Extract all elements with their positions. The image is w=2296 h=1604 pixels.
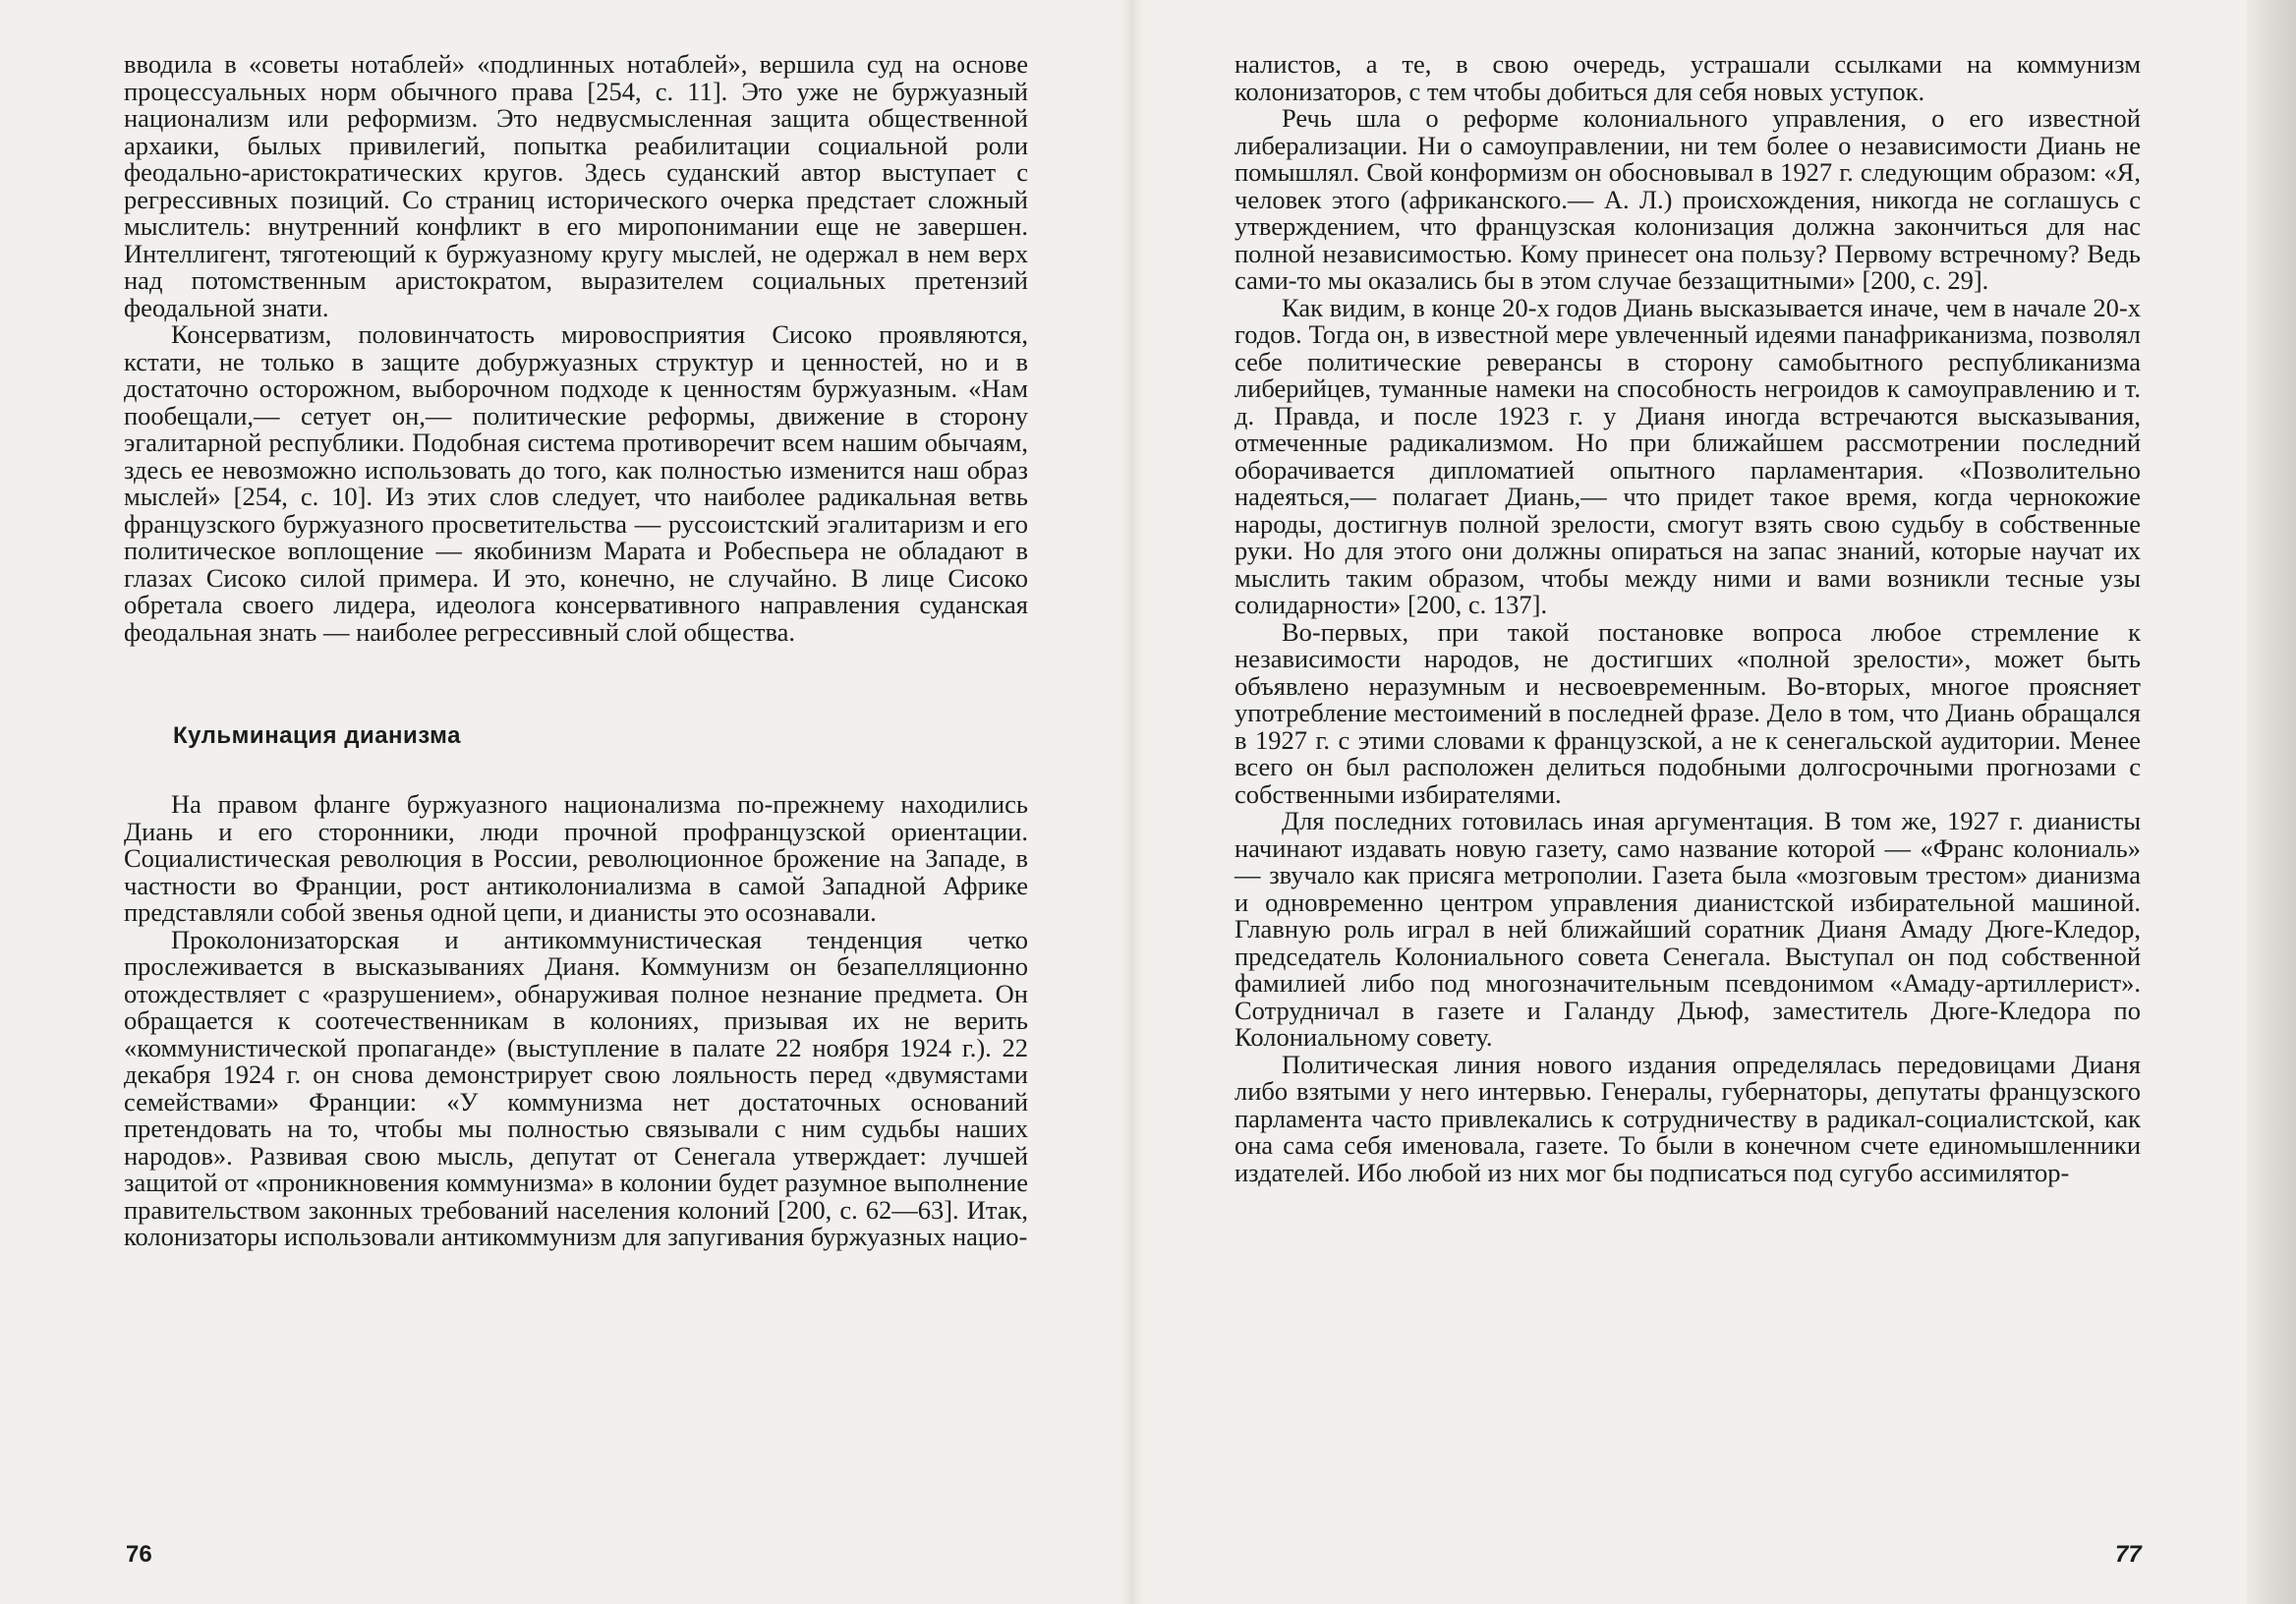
- book-gutter: [1120, 0, 1144, 1604]
- section-heading: Кульминация дианизма: [173, 722, 461, 749]
- left-paragraph-4: Проколонизаторская и антикоммунистическая тенденция четко прослеживается в высказываниях Дианя. Коммунизм он безапелляционно отождествляет с «разрушением», обнаруживая полное незнание предмета. Он обращается к соотечественникам в колониях, призывая их не верить «коммунистической пропаганде» (выступление в палате 22 ноября 1924 г.). 22 декабря 1924 г. он снова демонстрирует свою лояльность перед «двумястами семействами» Франции: «У коммунизма нет достаточных оснований претендовать на то, чтобы мы полностью связывали с ним судьбы наших народов». Развивая свою мысль, депутат от Сенегала утверждает: лучшей защитой от «проникновения коммунизма» в колонии будет разумное выполнение правительством законных требований населения колоний [200, с. 62—63]. Итак, колонизаторы использовали антикоммунизм для запугивания буржуазных нацио-: [124, 924, 1028, 1251]
- right-paragraph-5: Для последних готовилась иная аргументация. В том же, 1927 г. дианисты начинают издавать новую газету, само название которой — «Франс колониаль» — звучало как присяга метрополии. Газета была «мозговым трестом» дианизма и одновременно центром управления дианистской избирательной машиной. Главную роль играл в ней ближайший соратник Дианя Амаду Дюге-Кледор, председатель Колониального совета Сенегала. Выступал он под собственной фамилией либо под многозначительным псевдонимом «Амаду-артиллерист». Сотрудничал в газете и Галанду Дьюф, заместитель Дюге-Кледора по Колониальному совету.: [1234, 806, 2141, 1052]
- right-paragraph-4: Во-первых, при такой постановке вопроса любое стремление к независимости народов, не достигших «полной зрелости», может быть объявлено неразумным и несвоевременным. Во-вторых, многое проясняет употребление местоимений в последней фразе. Дело в том, что Диань обращался в 1927 г. с этими словами к французской, а не к сенегальской аудитории. Менее всего он был расположен делиться подобными долгосрочными прогнозами с собственными избирателями.: [1234, 616, 2141, 809]
- page-number-right: 77: [2115, 1541, 2142, 1568]
- left-page: [124, 51, 1028, 1251]
- right-page: [1234, 51, 2141, 1186]
- right-paragraph-6: Политическая линия нового издания определялась передовицами Дианя либо взятыми у него интервью. Генералы, губернаторы, депутаты французского парламента часто привлекались к сотрудничеству в радикал-социалистской, как она сама себя именовала, газете. То были в конечном счете единомышленники издателей. Ибо любой из них мог бы подписаться под сугубо ассимилятор-: [1234, 1049, 2141, 1187]
- left-paragraph-2: Консерватизм, половинчатость мировосприятия Сисоко проявляются, кстати, не только в защите добуржуазных структур и ценностей, но и в достаточно осторожном, выборочном подходе к ценностям буржуазным. «Нам пообещали,— сетует он,— политические реформы, движение в сторону эгалитарной республики. Подобная система противоречит всем нашим обычаям, здесь ее невозможно использовать до того, как полностью изменится наш образ мыслей» [254, с. 10]. Из этих слов следует, что наиболее радикальная ветвь французского буржуазного просветительства — руссоистский эгалитаризм и его политическое воплощение — якобинизм Марата и Робеспьера не обладают в глазах Сисоко силой примера. И это, конечно, не случайно. В лице Сисоко обретала своего лидера, идеолога консервативного направления суданская феодальная знать — наиболее регрессивный слой общества.: [124, 319, 1028, 647]
- page-edge-shadow: [2247, 0, 2296, 1604]
- left-paragraph-1: вводила в «советы нотаблей» «подлинных нотаблей», вершила суд на основе процессуальных норм обычного права [254, с. 11]. Это уже не буржуазный национализм или реформизм. Это недвусмысленная защита общественной архаики, былых привилегий, попытка реабилитации социальной роли феодально-аристократических кругов. Здесь суданский автор выступает с регрессивных позиций. Со страниц исторического очерка предстает сложный мыслитель: внутренний конфликт в его миропонимании еще не завершен. Интеллигент, тяготеющий к буржуазному кругу мыслей, не одержал в нем верх над потомственным аристократом, выразителем социальных претензий феодальной знати.: [124, 49, 1028, 322]
- left-paragraph-3: На правом фланге буржуазного национализма по-прежнему находились Диань и его сторонники, люди прочной профранцузской ориентации. Социалистическая революция в России, революционное брожение на Западе, в частности во Франции, рост антиколониализма в самой Западной Африке представляли собой звенья одной цепи, и дианисты это осознавали.: [124, 789, 1028, 927]
- page-number-left: 76: [126, 1541, 152, 1568]
- right-paragraph-2: Речь шла о реформе колониального управления, о его известной либерализации. Ни о самоуправлении, ни тем более о независимости Диань не помышлял. Свой конформизм он обосновывал в 1927 г. следующим образом: «Я, человек этого (африканского.— А. Л.) происхождения, никогда не соглашусь с утверждением, что французская колонизация должна закончиться для нас полной независимостью. Кому принесет она пользу? Первому встречному? Ведь сами-то мы оказались бы в этом случае беззащитными» [200, с. 29].: [1234, 103, 2141, 295]
- right-paragraph-3: Как видим, в конце 20-х годов Диань высказывается иначе, чем в начале 20-х годов. Тогда он, в известной мере увлеченный идеями панафриканизма, позволял себе политические реверансы в сторону самобытного республиканизма либерийцев, туманные намеки на способность негроидов к самоуправлению и т. д. Правда, и после 1923 г. у Дианя иногда встречаются высказывания, отмеченные радикализмом. Но при ближайшем рассмотрении последний оборачивается дипломатией опытного парламентария. «Позволительно надеяться,— полагает Диань,— что придет такое время, когда чернокожие народы, достигнув полной зрелости, смогут взять свою судьбу в собственные руки. Но для этого они должны опираться на запас знаний, которые научат их мыслить таким образом, чтобы между ними и вами возникли тесные узы солидарности» [200, с. 137].: [1234, 292, 2141, 619]
- right-paragraph-1: налистов, а те, в свою очередь, устрашали ссылками на коммунизм колонизаторов, с тем чтобы добиться для себя новых уступок.: [1234, 49, 2141, 106]
